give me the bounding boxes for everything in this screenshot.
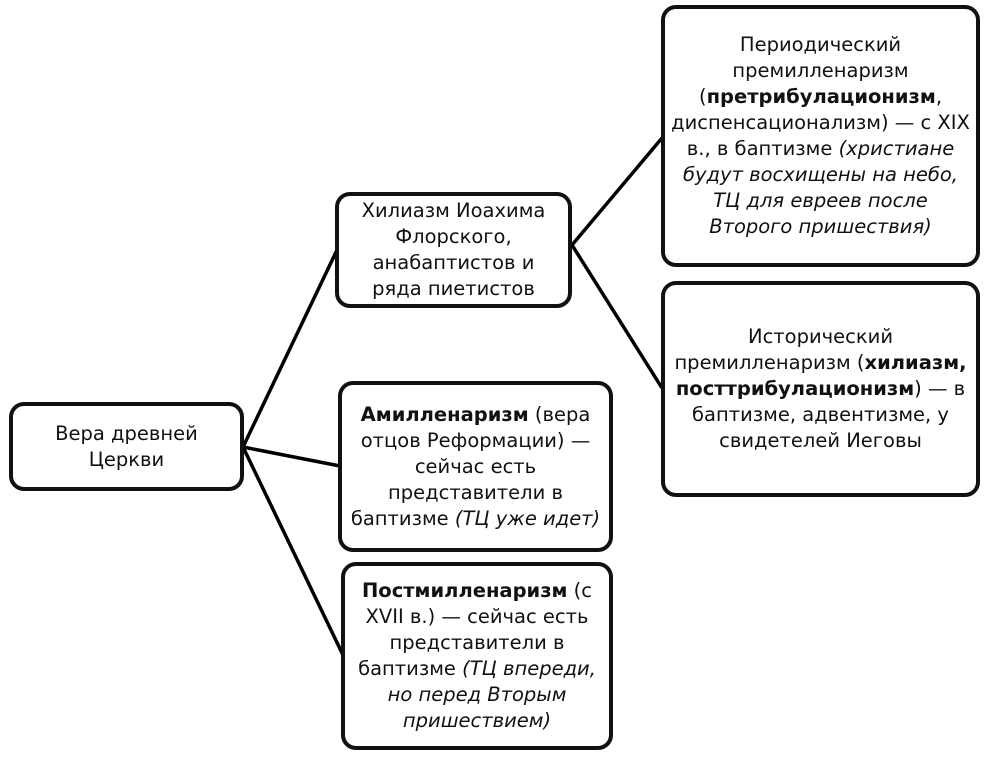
historic-node-text xyxy=(671,324,970,454)
connector-chiliasm-dispensational xyxy=(572,138,662,245)
connector-root-amillennialism xyxy=(243,447,340,466)
dispensational-node-text xyxy=(671,32,970,240)
dispensational-node xyxy=(661,5,980,267)
historic-plain-b: ) — в баптизме, адвентизме, у свидетелей Иеговы xyxy=(692,377,966,452)
dispensational-bold: претрибулационизм xyxy=(706,85,936,108)
amillennialism-bold: Амилленаризм xyxy=(360,402,529,426)
postmillennialism-node-text xyxy=(351,578,603,734)
postmillennialism-plain: (с XVII в.) — сейчас есть представители в баптизме xyxy=(358,579,593,680)
postmillennialism-italic: (ТЦ впереди, но перед Вторым пришествием) xyxy=(387,657,596,732)
dispensational-plain-a: Периодический премилленаризм ( xyxy=(698,33,909,108)
connector-root-chiliasm xyxy=(243,250,337,447)
dispensational-italic: (христиане будут восхищены на небо, ТЦ для евреев после Второго пришествия) xyxy=(682,137,958,238)
historic-node xyxy=(661,281,980,497)
root-node xyxy=(9,402,244,491)
amillennialism-node-text xyxy=(348,402,603,532)
connector-chiliasm-historic xyxy=(572,245,662,388)
amillennialism-node xyxy=(338,381,613,552)
root-node-text: Вера древней Церкви xyxy=(55,421,198,471)
amillennialism-italic: (ТЦ уже идет) xyxy=(454,506,601,530)
historic-plain-a: Исторический премилленаризм ( xyxy=(674,325,893,374)
connector-root-postmillennialism xyxy=(243,447,343,655)
postmillennialism-node xyxy=(341,562,613,750)
postmillennialism-bold: Постмилленаризм xyxy=(361,579,568,602)
historic-bold: хилиазм, посттрибулационизм xyxy=(675,351,967,400)
chiliasm-node xyxy=(335,192,572,308)
dispensational-plain-b: , диспенсационализм) — с XIX в., в баптизме xyxy=(671,85,970,160)
chiliasm-node-text: Хилиазм Иоахима Флорского, анабаптистов и ряда пиетистов xyxy=(361,199,546,300)
amillennialism-plain: (вера отцов Реформации) — сейчас есть представители в баптизме xyxy=(350,402,591,530)
